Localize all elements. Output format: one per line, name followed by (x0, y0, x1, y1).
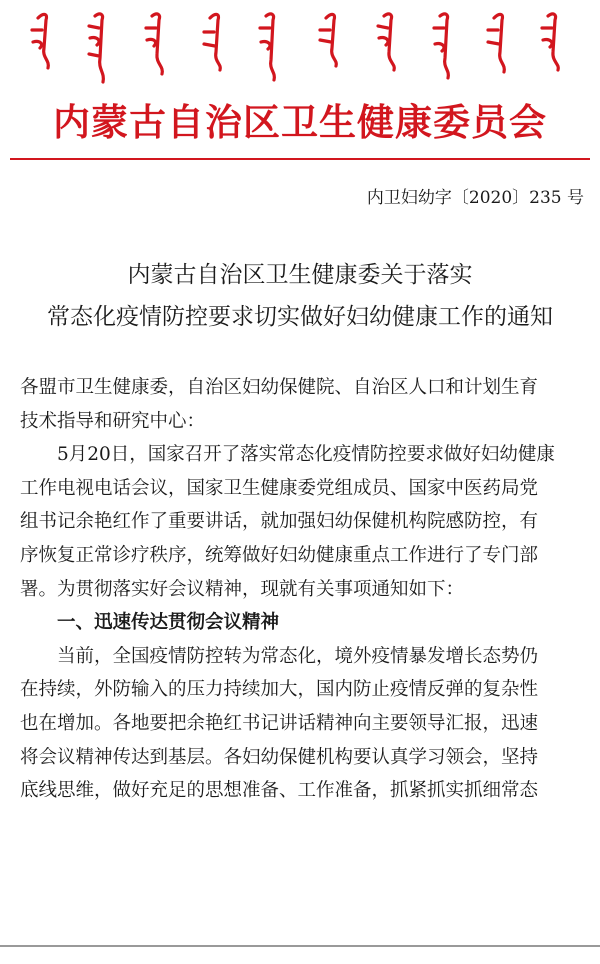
section-heading: 一、迅速传达贯彻会议精神 (20, 612, 280, 634)
notice-title-line-1: 内蒙古自治区卫生健康委关于落实 (127, 262, 473, 288)
page-bottom-edge (0, 945, 600, 947)
paragraph-line: 将会议精神传达到基层。各妇幼保健机构要认真学习领会，坚持 (20, 746, 539, 768)
header-divider (10, 158, 590, 160)
paragraph-line: 署。为贯彻落实好会议精神，现就有关事项通知如下： (20, 578, 465, 600)
document-number: 内卫妇幼字〔2020〕235 号 (366, 188, 584, 208)
addressee-line: 各盟市卫生健康委，自治区妇幼保健院、自治区人口和计划生育 (20, 377, 539, 398)
notice-title-line-2: 常态化疫情防控要求切实做好妇幼健康工作的通知 (47, 304, 553, 330)
paragraph-line: 当前，全国疫情防控转为常态化，境外疫情暴发增长态势仍 (20, 645, 539, 667)
organization-title: 内蒙古自治区卫生健康委员会 (53, 101, 547, 144)
addressee-line: 技术指导和研究中心： (20, 410, 206, 432)
paragraph-line: 5月20日，国家召开了落实常态化疫情防控要求做好妇幼健康 (20, 444, 555, 466)
paragraph-line: 在持续，外防输入的压力持续加大，国内防止疫情反弹的复杂性 (20, 679, 539, 701)
document-body (20, 371, 586, 808)
paragraph-line: 序恢复正常诊疗秩序，统筹做好妇幼健康重点工作进行了专门部 (20, 544, 539, 566)
paragraph-line: 底线思维，做好充足的思想准备、工作准备，抓紧抓实抓细常态 (20, 780, 539, 802)
paragraph-line: 也在增加。各地要把余艳红书记讲话精神向主要领导汇报，迅速 (20, 712, 539, 734)
mongolian-script-logo (0, 8, 600, 90)
paragraph-line: 组书记余艳红作了重要讲话，就加强妇幼保健机构院感防控，有 (20, 511, 539, 533)
paragraph-line: 工作电视电话会议，国家卫生健康委党组成员、国家中医药局党 (20, 477, 539, 499)
